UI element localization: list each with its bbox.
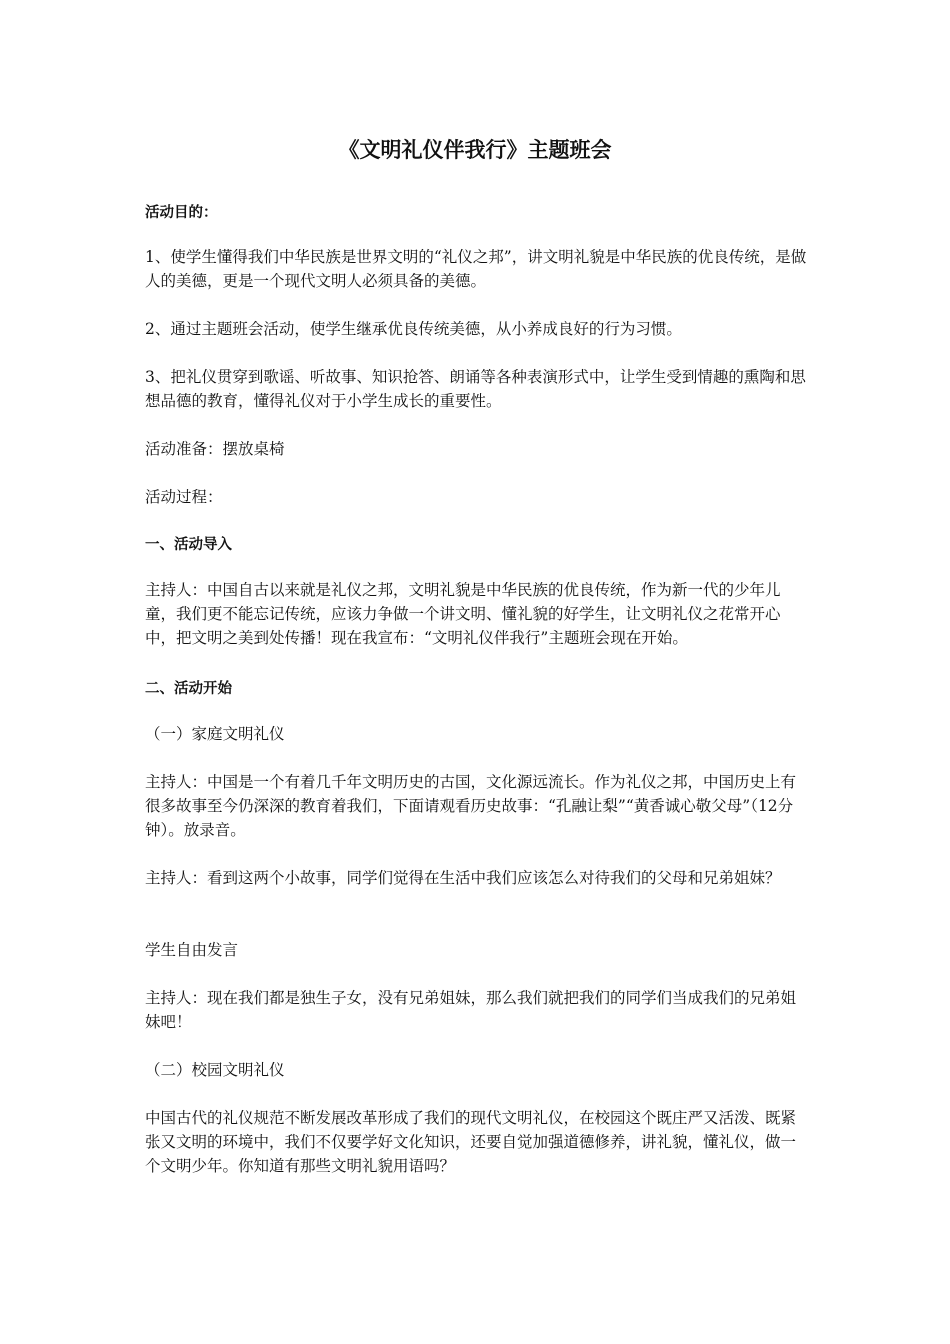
- purpose-item-1: 1、使学生懂得我们中华民族是世界文明的“礼仪之邦”，讲文明礼貌是中华民族的优良传统，是做人的美德，更是一个现代文明人必须具备的美德。: [145, 248, 807, 290]
- subsection-2-text-1: 中国古代的礼仪规范不断发展改革形成了我们的现代文明礼仪，在校园这个既庄严又活泼、既紧张又文明的环境中，我们不仅要学好文化知识，还要自觉加强道德修养，讲礼貌，懂礼仪，做一个文明少年。你知道有那些文明礼貌用语吗？: [145, 1109, 797, 1175]
- section-1-heading: 一、活动导入: [145, 537, 232, 553]
- preparation-text: 活动准备：摆放桌椅: [145, 440, 285, 458]
- section-2-heading: 二、活动开始: [145, 681, 232, 697]
- subsection-1-text-4: 主持人：现在我们都是独生子女，没有兄弟姐妹，那么我们就把我们的同学们当成我们的兄弟姐妹吧！: [145, 989, 797, 1031]
- subsection-1-text-1: 主持人：中国是一个有着几千年文明历史的古国，文化源远流长。作为礼仪之邦，中国历史上有很多故事至今仍深深的教育着我们，下面请观看历史故事：“孔融让梨”“黄香诚心敬父母”（12分钟）。放录音。: [145, 773, 797, 839]
- subsection-1-text-2: 主持人：看到这两个小故事，同学们觉得在生活中我们应该怎么对待我们的父母和兄弟姐妹？: [145, 869, 781, 887]
- process-label: 活动过程：: [145, 488, 223, 506]
- purpose-heading: 活动目的：: [145, 205, 218, 221]
- subsection-1-heading: （一）家庭文明礼仪: [145, 725, 285, 743]
- section-1-text: 主持人：中国自古以来就是礼仪之邦，文明礼貌是中华民族的优良传统，作为新一代的少年儿童，我们更不能忘记传统，应该力争做一个讲文明、懂礼貌的好学生，让文明礼仪之花常开心中，把文明之美到处传播！现在我宣布：“文明礼仪伴我行”主题班会现在开始。: [145, 581, 781, 647]
- subsection-2-heading: （二）校园文明礼仪: [145, 1061, 285, 1079]
- purpose-item-3: 3、把礼仪贯穿到歌谣、听故事、知识抢答、朗诵等各种表演形式中，让学生受到情趣的熏陶和思想品德的教育，懂得礼仪对于小学生成长的重要性。: [145, 368, 806, 410]
- subsection-1-text-3: 学生自由发言: [145, 941, 239, 959]
- purpose-item-2: 2、通过主题班会活动，使学生继承优良传统美德，从小养成良好的行为习惯。: [145, 320, 682, 338]
- document-title: 《文明礼仪伴我行》主题班会: [338, 138, 612, 162]
